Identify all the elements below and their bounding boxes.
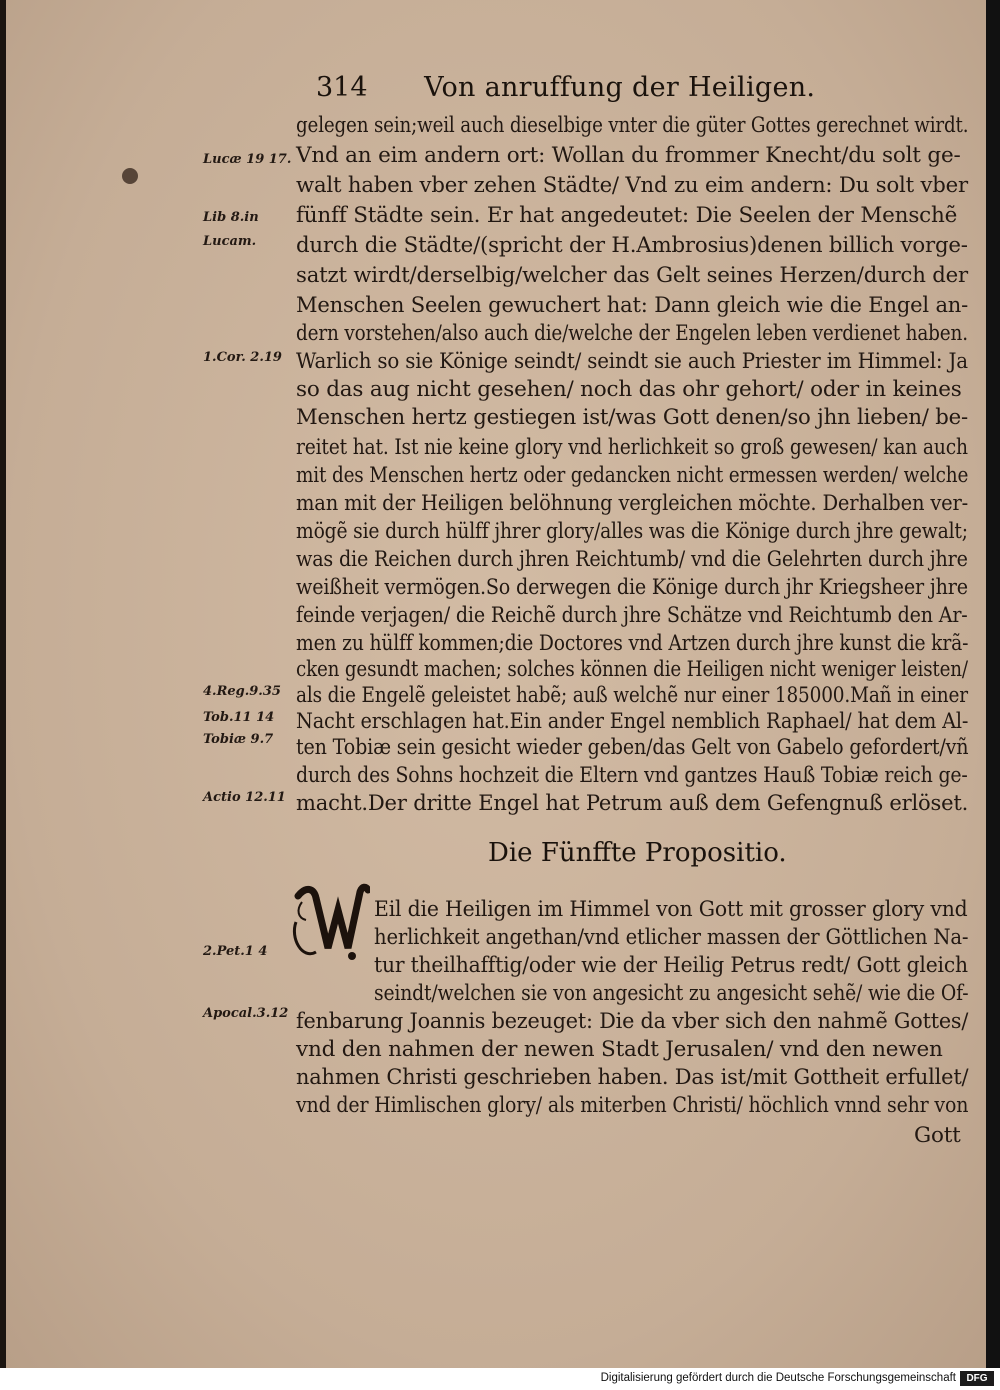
margin-note: Lucam. [203,234,257,249]
margin-note: 4.Reg.9.35 [203,684,281,699]
text-line: was die Reichen durch jhren Reichtumb/ vnd die Gelehrten durch jhre [296,547,968,572]
text-line: men zu hülff kommen;die Doctores vnd Artzen durch jhre kunst die krã- [296,631,969,656]
document-page [6,0,986,1368]
text-line: macht.Der dritte Engel hat Petrum auß dem Gefengnuß erlöset. [296,791,969,816]
margin-note: Tobiæ 9.7 [203,732,274,747]
margin-note: 1.Cor. 2.19 [203,350,282,365]
margin-note: Tob.11 14 [203,710,275,725]
ink-smudge [122,168,138,184]
text-line: cken gesundt machen; solches können die Heiligen nicht weniger leisten/ [296,657,968,682]
text-line: mit des Menschen hertz oder gedancken nicht ermessen werden/ welche [296,463,969,488]
text-line: nahmen Christi geschrieben haben. Das ist/mit Gottheit erfullet/ [296,1065,969,1090]
running-title: Von anruffung der Heiligen. [424,72,816,103]
text-line: walt haben vber zehen Städte/ Vnd zu eim andern: Du solt vber [296,173,968,198]
margin-note: Lucæ 19 17. [203,152,292,167]
margin-note: 2.Pet.1 4 [203,944,268,959]
text-line: fünff Städte sein. Er hat angedeutet: Die Seelen der Menschẽ [296,203,958,228]
page-edge [986,0,1000,1368]
text-line: feinde verjagen/ die Reichẽ durch jhre Schätze vnd Reichtumb den Ar- [296,603,968,628]
text-line: als die Engelẽ geleistet habẽ; auß welchẽ nur einer 185000.Mañ in einer [296,683,968,708]
text-line: fenbarung Joannis bezeuget: Die da vber sich den nahmẽ Gottes/ [296,1009,969,1034]
text-line: gelegen sein;weil auch dieselbige vnter die güter Gottes gerechnet wirdt. [296,113,969,138]
page-number: 314 [316,72,368,103]
text-line: durch die Städte/(spricht der H.Ambrosius)denen billich vorge- [296,233,968,258]
page-gutter [0,0,6,1368]
section-heading: Die Fünffte Propositio. [488,838,787,868]
text-line: herlichkeit angethan/vnd etlicher massen der Göttlichen Na- [374,925,969,950]
text-line: Menschen Seelen gewuchert hat: Dann gleich wie die Engel an- [296,293,969,318]
text-line: weißheit vermögen.So derwegen die Könige durch jhr Kriegsheer jhre [296,575,968,600]
text-line: Menschen hertz gestiegen ist/was Gott denen/so jhn lieben/ be- [296,405,968,430]
text-line: vnd den nahmen der newen Stadt Jerusalen/ vnd den newen [296,1037,943,1062]
text-line: Warlich so sie Könige seindt/ seindt sie auch Priester im Himmel: Ja [296,349,968,374]
catchword: Gott [914,1123,961,1148]
text-line: tur theilhafftig/oder wie der Heilig Petrus redt/ Gott gleich [374,953,968,978]
margin-note: Apocal.3.12 [203,1006,289,1021]
text-line: man mit der Heiligen belöhnung vergleichen möchte. Derhalben ver- [296,491,969,516]
text-line: mögẽ sie durch hülff jhrer glory/alles was die Könige durch jhre gewalt; [296,519,968,544]
dfg-logo: DFG [960,1371,994,1386]
footer-bar [0,1368,1000,1390]
text-line: satzt wirdt/derselbig/welcher das Gelt seines Herzen/durch der [296,263,968,288]
text-line: vnd der Himlischen glory/ als miterben Christi/ höchlich vnnd sehr von [296,1093,969,1118]
text-line: ten Tobiæ sein gesicht wieder geben/das Gelt von Gabelo gefordert/vñ [296,735,969,760]
margin-note: Lib 8.in [203,210,259,225]
text-line: Vnd an eim andern ort: Wollan du frommer Knecht/du solt ge- [296,143,961,168]
text-line: durch des Sohns hochzeit die Eltern vnd gantzes Hauß Tobiæ reich ge- [296,763,968,788]
drop-cap-w [292,882,370,964]
text-line: reitet hat. Ist nie keine glory vnd herlichkeit so groß gewesen/ kan auch [296,435,968,460]
margin-note: Actio 12.11 [203,790,286,805]
page-header [316,72,815,103]
text-line: Nacht erschlagen hat.Ein ander Engel nemblich Raphael/ hat dem Al- [296,709,969,734]
text-line: dern vorstehen/also auch die/welche der Engelen leben verdienet haben. [296,321,968,346]
text-line: so das aug nicht gesehen/ noch das ohr gehort/ oder in keines [296,377,962,402]
text-line: seindt/welchen sie von angesicht zu angesicht sehẽ/ wie die Of- [374,981,969,1006]
text-line: Eil die Heiligen im Himmel von Gott mit grosser glory vnd [374,897,968,922]
funding-notice: Digitalisierung gefördert durch die Deutsche Forschungsgemeinschaft [600,1372,956,1384]
